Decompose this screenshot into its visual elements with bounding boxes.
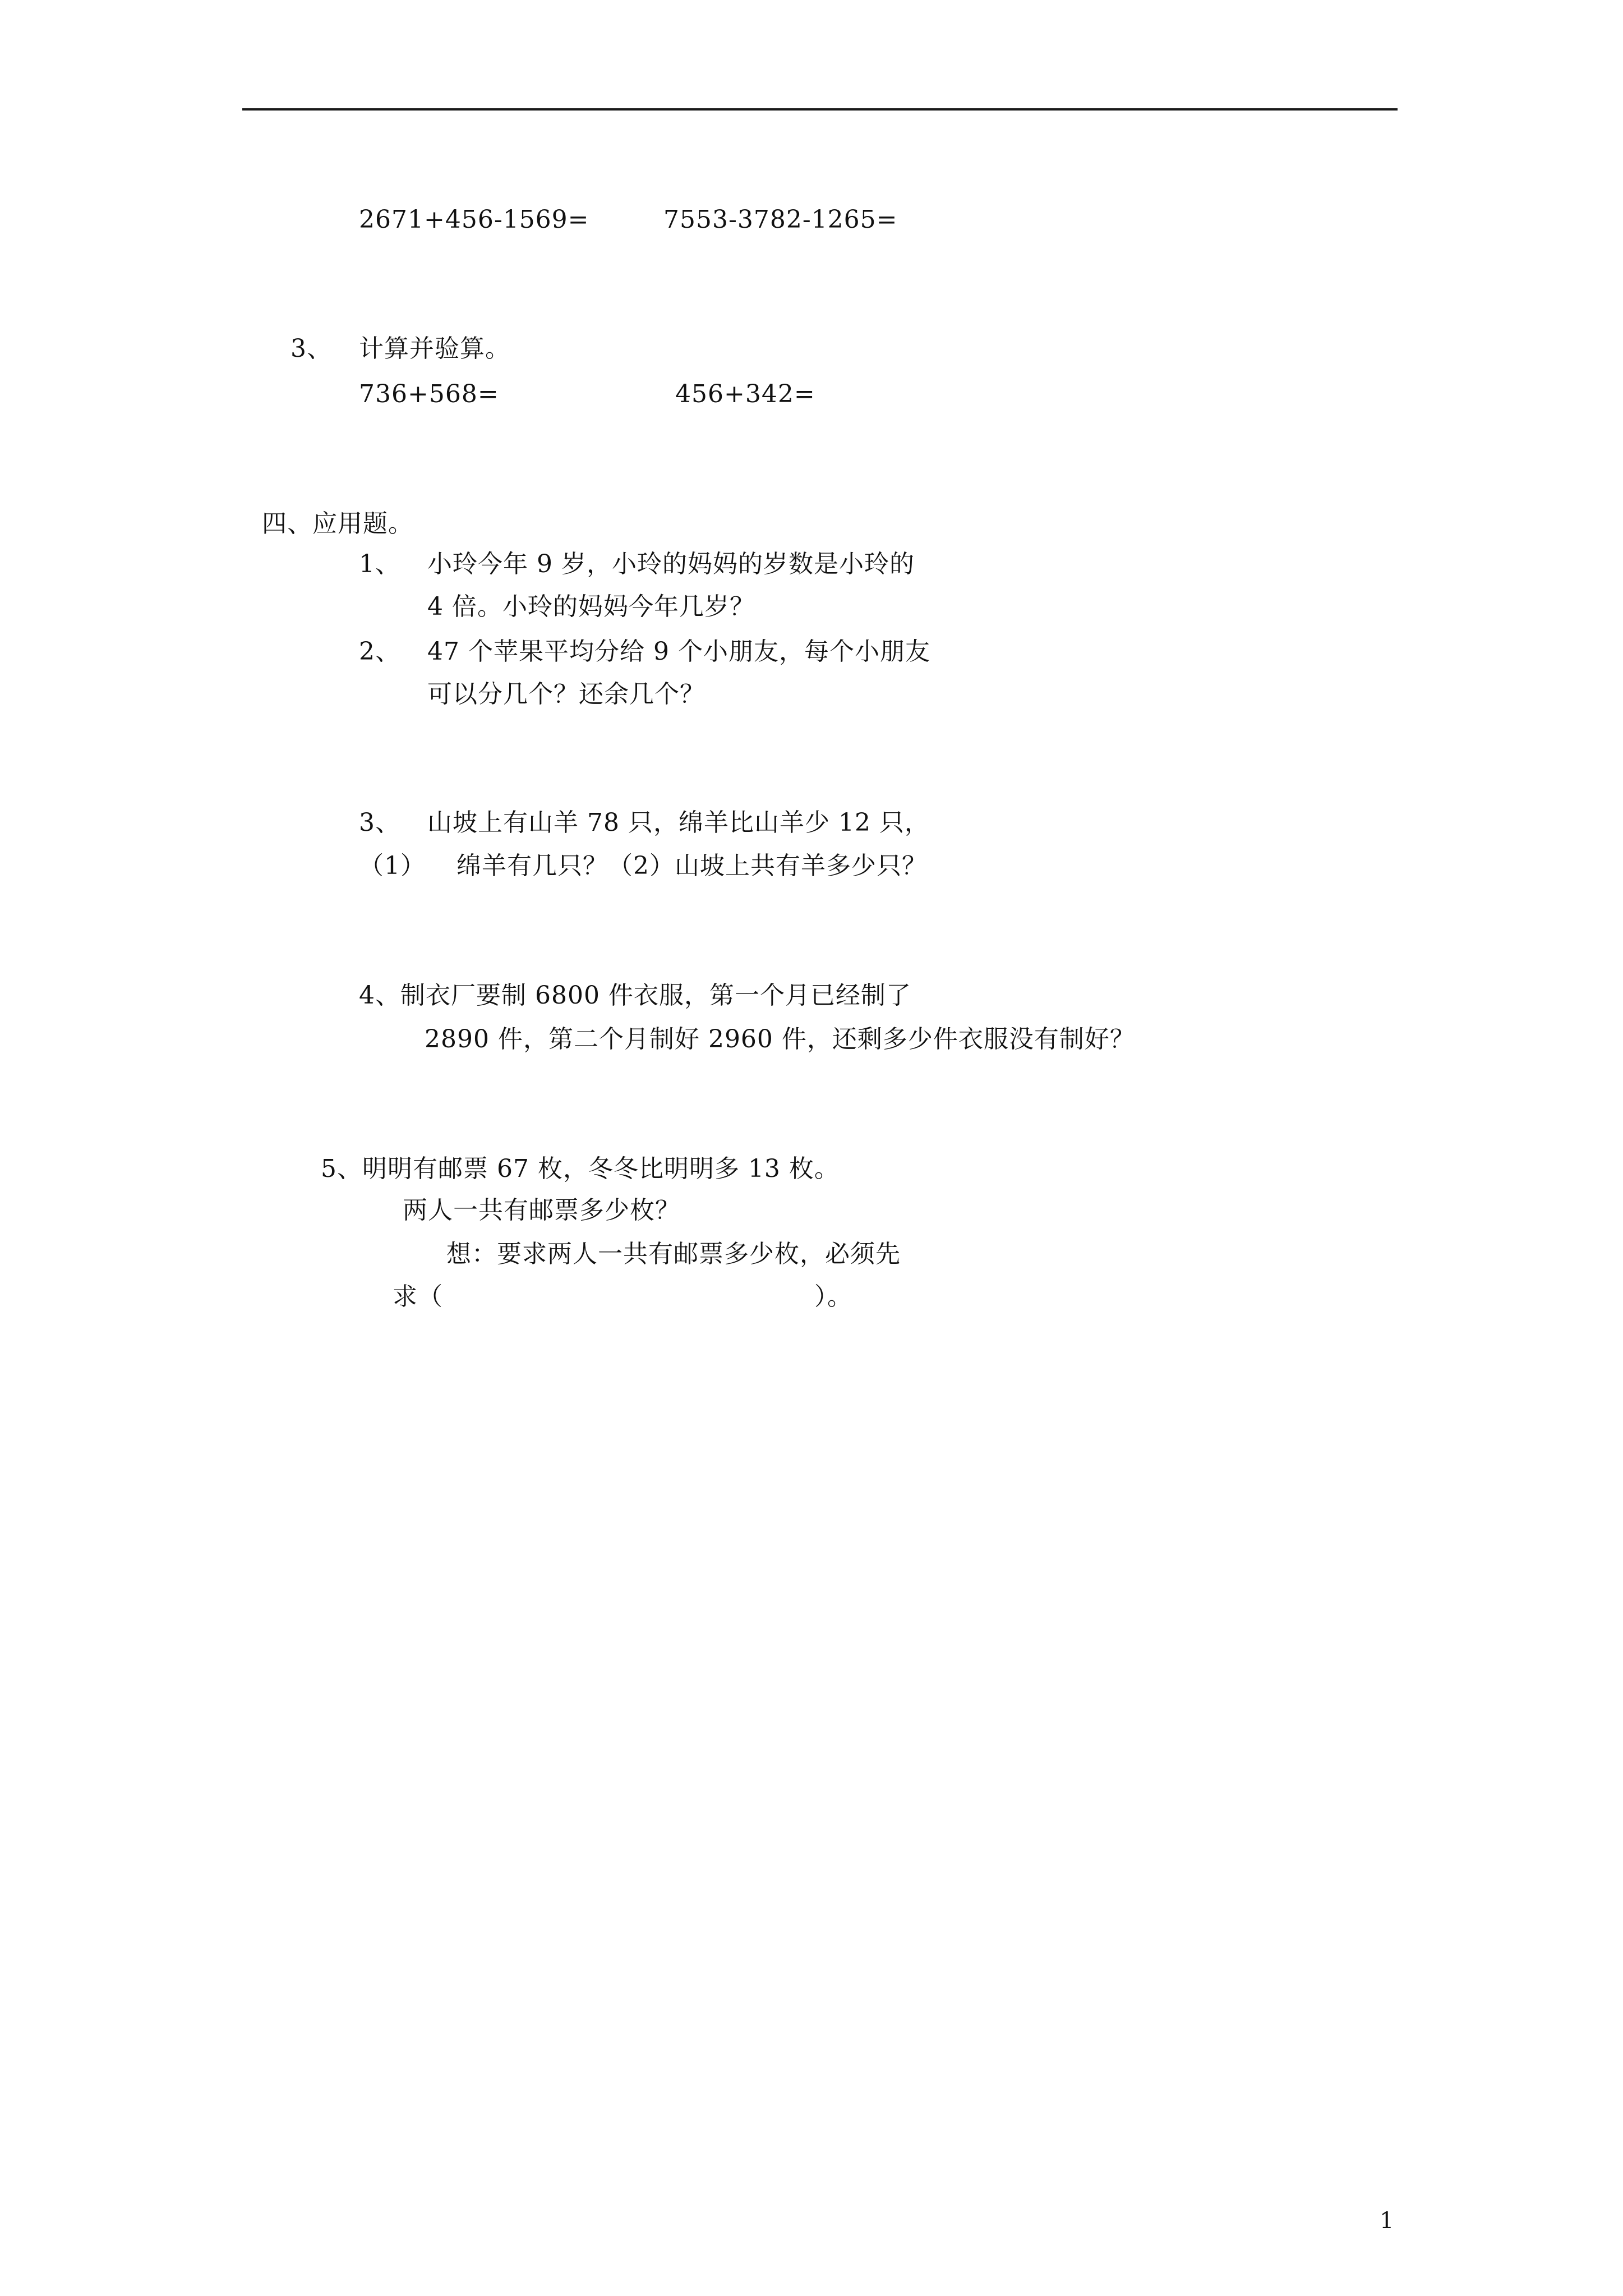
q3-number: 3、 [359, 808, 400, 837]
q5-answer-open: 求（ [393, 1282, 443, 1311]
q5-line2: 两人一共有邮票多少枚？ [403, 1196, 680, 1225]
item3-expression-a: 736+568= [359, 380, 499, 408]
expression-a: 2671+456-1569= [359, 205, 589, 234]
q4-line2: 2890 件，第二个月制好 2960 件，还剩多少件衣服没有制好？ [425, 1025, 1135, 1053]
expression-b: 7553-3782-1265= [663, 205, 898, 234]
q1-number: 1、 [359, 550, 400, 578]
q5-line1: 5、明明有邮票 67 枚，冬冬比明明多 13 枚。 [321, 1154, 840, 1183]
q5-answer-close: ）。 [814, 1282, 852, 1311]
section4-title: 四、应用题。 [262, 509, 413, 538]
item3-title: 计算并验算。 [359, 334, 510, 363]
q1-line2: 4 倍。小玲的妈妈今年几岁？ [427, 592, 755, 621]
q2-line1: 47 个苹果平均分给 9 个小朋友，每个小朋友 [427, 637, 930, 666]
q3-line2: 绵羊有几只？（2）山坡上共有羊多少只？ [457, 852, 927, 880]
q2-line2: 可以分几个？还余几个？ [427, 680, 705, 708]
q1-line1: 小玲今年 9 岁，小玲的妈妈的岁数是小玲的 [427, 550, 915, 578]
q4-line1: 4、制衣厂要制 6800 件衣服，第一个月已经制了 [359, 981, 911, 1010]
q3-sub-number: （1） [359, 852, 426, 880]
q5-line3: 想：要求两人一共有邮票多少枚，必须先 [446, 1240, 901, 1268]
q3-line1: 山坡上有山羊 78 只，绵羊比山羊少 12 只， [427, 808, 930, 837]
header-rule [242, 108, 1398, 111]
item3-expression-b: 456+342= [675, 380, 815, 408]
page-number: 1 [1380, 2208, 1394, 2234]
item3-number: 3、 [291, 334, 332, 363]
q2-number: 2、 [359, 637, 400, 666]
